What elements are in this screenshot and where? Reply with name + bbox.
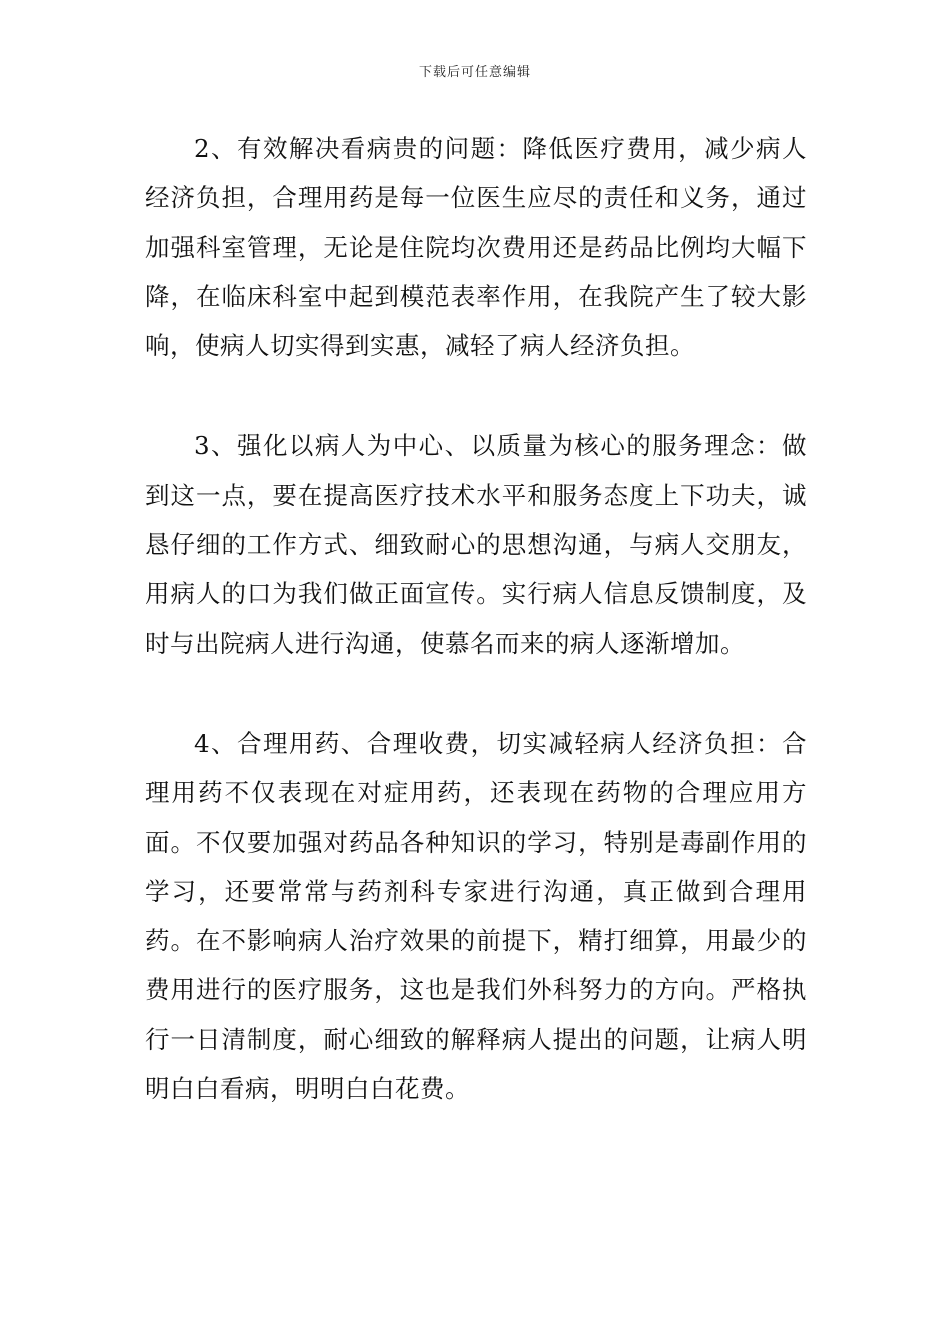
document-body	[145, 124, 807, 1113]
paragraph-item-2: 2、有效解决看病贵的问题：降低医疗费用，减少病人经济负担，合理用药是每一位医生应尽的责任和义务，通过加强科室管理，无论是住院均次费用还是药品比例均大幅下降，在临床科室中起到模范表率作用，在我院产生了较大影响，使病人切实得到实惠，减轻了病人经济负担。	[145, 134, 807, 361]
paragraph-item-4: 4、合理用药、合理收费，切实减轻病人经济负担：合理用药不仅表现在对症用药，还表现在药物的合理应用方面。不仅要加强对药品各种知识的学习，特别是毒副作用的学习，还要常常与药剂科专家进行沟通，真正做到合理用药。在不影响病人治疗效果的前提下，精打细算，用最少的费用进行的医疗服务，这也是我们外科努力的方向。严格执行一日清制度，耐心细致的解释病人提出的问题，让病人明明白白看病，明明白白花费。	[145, 728, 807, 1104]
paragraph-item-3: 3、强化以病人为中心、以质量为核心的服务理念：做到这一点，要在提高医疗技术水平和服务态度上下功夫，诚恳仔细的工作方式、细致耐心的思想沟通，与病人交朋友，用病人的口为我们做正面宣传。实行病人信息反馈制度，及时与出院病人进行沟通，使慕名而来的病人逐渐增加。	[145, 431, 807, 658]
page-header-note: 下载后可任意编辑	[418, 65, 531, 80]
